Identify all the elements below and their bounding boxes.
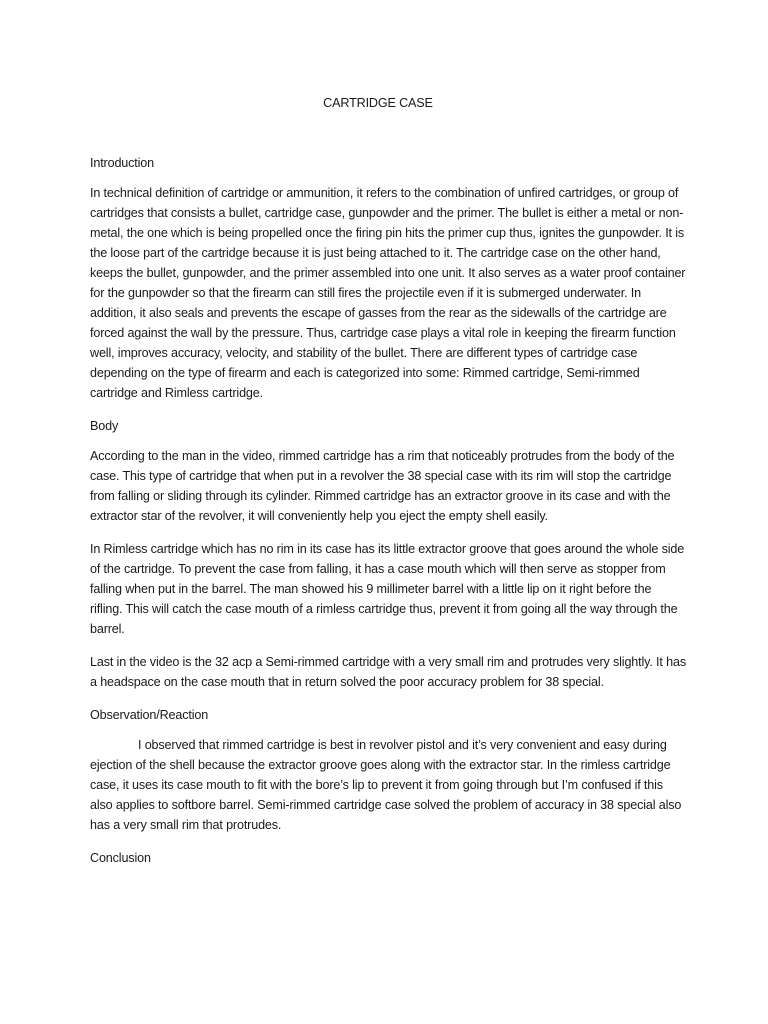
body-paragraph-rimmed: According to the man in the video, rimmed cartridge has a rim that noticeably protrudes from the body of the case. This type of cartridge that when put in a revolver the 38 special case with its rim will stop the cartridge from falling or sliding through its cylinder. Rimmed cartridge has an extractor groove in its case and with the extractor star of the revolver, it will conveniently help you eject the empty shell easily. xyxy=(90,449,675,523)
body-paragraph-semi-rimmed: Last in the video is the 32 acp a Semi-rimmed cartridge with a very small rim and protrudes very slightly. It has a headspace on the case mouth that in return solved the poor accuracy problem for 38 special. xyxy=(90,655,686,689)
section-heading-conclusion: Conclusion xyxy=(90,851,151,865)
document-title: CARTRIDGE CASE xyxy=(323,96,433,110)
section-heading-introduction: Introduction xyxy=(90,156,155,170)
document-body xyxy=(90,93,686,878)
introduction-paragraph: In technical definition of cartridge or ammunition, it refers to the combination of unfired cartridges, or group of cartridges that consists a bullet, cartridge case, gunpowder and the primer. The bullet is either a metal or non-metal, the one which is being propelled once the firing pin hits the primer cup thus, ignites the gunpowder. It is the loose part of the cartridge because it is just being attached to it. The cartridge case on the other hand, keeps the bullet, gunpowder, and the primer assembled into one unit. It also serves as a water proof container for the gunpowder so that the firearm can still fires the projectile even if it is submerged underwater. In addition, it also seals and prevents the escape of gasses from the rear as the sidewalls of the cartridge are forced against the wall by the pressure. Thus, cartridge case plays a vital role in keeping the firearm function well, improves accuracy, velocity, and stability of the bullet. There are different types of cartridge case depending on the type of firearm and each is categorized into some: Rimmed cartridge, Semi-rimmed cartridge and Rimless cartridge. xyxy=(90,186,686,400)
section-heading-body: Body xyxy=(90,419,119,433)
section-heading-observation: Observation/Reaction xyxy=(90,708,209,722)
observation-paragraph: I observed that rimmed cartridge is best in revolver pistol and it’s very convenient and easy during ejection of the shell because the extractor groove goes along with the extractor star. In the rimless cartridge case, it uses its case mouth to fit with the bore’s lip to prevent it from going through but I’m confused if this also applies to softbore barrel. Semi-rimmed cartridge case solved the problem of accuracy in 38 special also has a very small rim that protrudes. xyxy=(90,738,682,832)
body-paragraph-rimless: In Rimless cartridge which has no rim in its case has its little extractor groove that goes around the whole side of the cartridge. To prevent the case from falling, it has a case mouth which will then serve as stopper from falling when put in the barrel. The man showed his 9 millimeter barrel with a little lip on it right before the rifling. This will catch the case mouth of a rimless cartridge thus, prevent it from going all the way through the barrel. xyxy=(90,542,685,636)
